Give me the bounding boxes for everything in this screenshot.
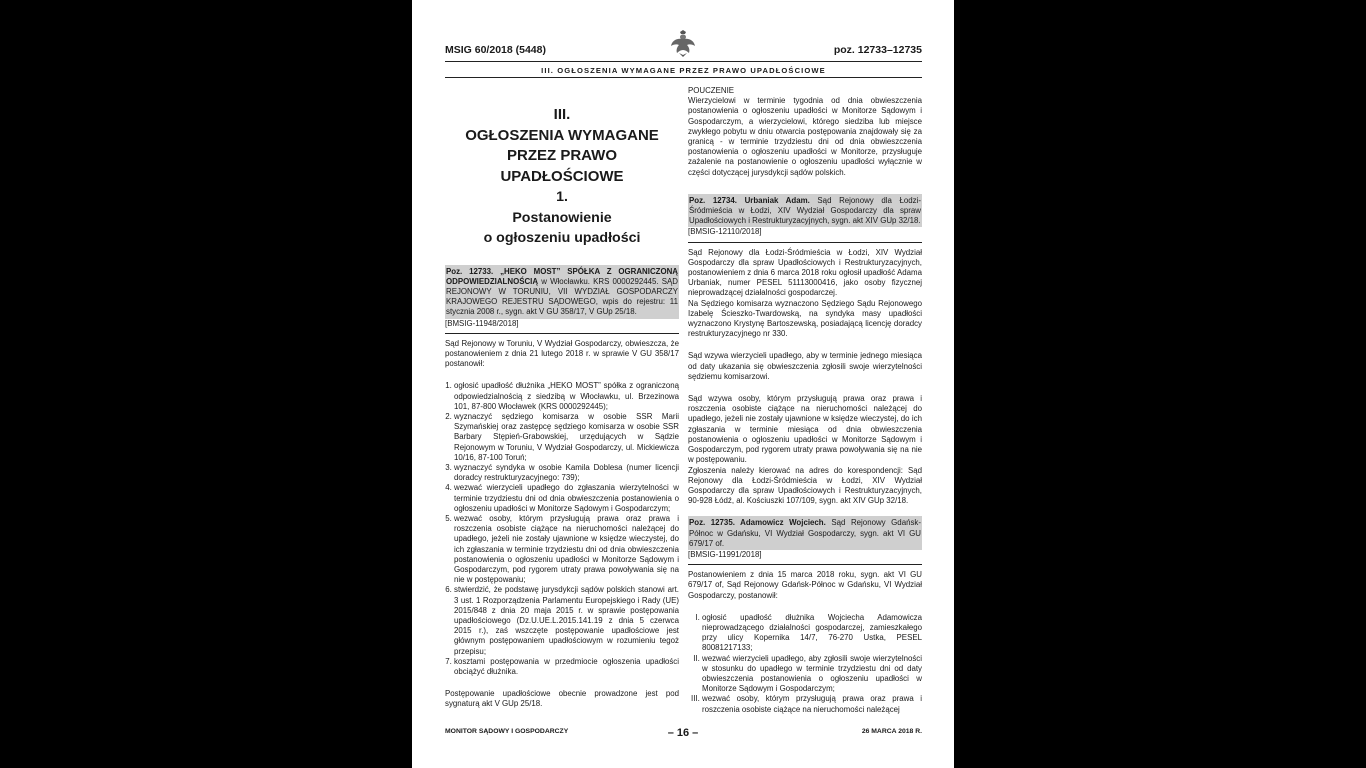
list-item: 5. wezwać osoby, którym przysługują prawa oraz prawa i roszczenia osobiste ciążące na nieruchomości należącej do upadłego, jeżeli nie zostały ujawnione w księdze wieczystej, do ich zgłaszania w terminie trzydziestu dni od dnia obwieszczenia postanowienia o ogłoszeniu upadłości w Monitorze Sądowym i Gospodarczym, pod rygorem utraty prawa powoływania się na nie w postępowaniu; [454,514,679,585]
section-title-line: PRZEZ PRAWO [506,147,617,164]
entry-12733-intro: Sąd Rejonowy w Toruniu, V Wydział Gospodarczy, obwieszcza, że postanowieniem z dnia 21 lutego 2018 r. w sprawie V GU 358/17 postanowił: [445,338,679,369]
list-item: II. wezwać wierzycieli upadłego, aby zgłosili swoje wierzytelności w stosunku do upadłego w terminie trzydziestu dni od daty obwieszczenia postanowienia o ogłoszeniu upadłości w Monitorze Sądowym i Gospodarczym; [702,654,922,695]
subsection-title-line: Postanowienie [512,209,612,226]
pouczenie-label: POUCZENIE [688,86,735,95]
entry-12735-intro: Postanowieniem z dnia 15 marca 2018 roku, sygn. akt VI GU 679/17 of, Sąd Rejonowy Gdańsk-Północ w Gdańsku, VI Wydział Gospodarczy, postanowił: [688,570,922,600]
entry-divider [688,564,922,565]
entry-12734-paragraph: Sąd wzywa osoby, którym przysługują prawa oraz prawa i roszczenia osobiste ciążące na nieruchomości należącej do upadłego, jeżeli nie zostały ujawnione w księdze wieczystej, do ich zgłaszania w terminie miesiąca od dnia obwieszczenia postanowienia o ogłoszeniu upadłości w Monitorze Sądowym i Gospodarczym, pod rygorem utraty prawa powoływania się na nie w postępowaniu. [688,394,922,465]
subsection-number: 1. [556,189,568,205]
section-title-line: UPADŁOŚCIOWE [500,167,624,185]
entry-12733-details: w Włocławku. KRS 0000292445. SĄD REJONOWY W TORUNIU, VII WYDZIAŁ GOSPODARCZY KRAJOWEGO REJESTRU SĄDOWEGO, wpis do rejestru: 11 stycznia 2008 r., sygn. akt V GU 358/17, V GUp 25/18. [446,276,678,317]
entry-12735-header [688,516,922,550]
list-item: 6. stwierdzić, że podstawę jurysdykcji sądów polskich stanowi art. 3 ust. 1 Rozporządzenia Parlamentu Europejskiego i Rady (UE) 2015/848 z dnia 20 maja 2015 r. w sprawie postępowania upadłościowego (Dz.U.UE.L.2015.141.19 z dnia 5 czerwca 2015 r.), zaś wszczęte postępowanie upadłościowe jest głównym postępowaniem upadłościowym w rozumieniu tegoż przepisu; [454,585,679,656]
list-item: III. wezwać osoby, którym przysługują prawa oraz prawa i roszczenia osobiste ciążące na nieruchomości należącej [702,694,922,714]
entry-12734-paragraph: Zgłoszenia należy kierować na adres do korespondencji: Sąd Rejonowy dla Łodzi-Śródmieścia w Łodzi, XIV Wydział Gospodarczy dla spraw Upadłościowych i Restrukturyzacyjnych, 90-928 Łódź, al. Kościuszki 107/109, sygn. akt XIV GUp 32/18. [688,465,922,506]
position-range: poz. 12733–12735 [833,44,922,56]
entry-12734-paragraph: Sąd Rejonowy dla Łodzi-Śródmieścia w Łodzi, XIV Wydział Gospodarczy dla spraw Upadłościowych i Restrukturyzacyjnych, postanowieniem z dnia 6 marca 2018 roku ogłosił upadłość Adama Urbaniak, numer PESEL 51113000416, jako osoby fizycznej nieprowadzącej działalności gospodarczej. [688,247,922,298]
entry-12733-header [445,265,679,319]
entry-12733-closing: Postępowanie upadłościowe obecnie prowadzone jest pod sygnaturą akt V GUp 25/18. [445,689,679,709]
entry-12735-details: Sąd Rejonowy Gdańsk-Północ w Gdańsku, VI Wydział Gospodarczy, sygn. akt VI GU 679/17 of. [689,518,921,548]
header-rule-bottom [445,77,922,78]
list-item: 4. wezwać wierzycieli upadłego do zgłaszania wierzytelności w terminie trzydziestu dni od dnia obwieszczenia postanowienia o ogłoszeniu upadłości w Monitorze Sądowym i Gospodarczym; [454,483,679,514]
entry-12734-paragraph: Sąd wzywa wierzycieli upadłego, aby w terminie jednego miesiąca od daty ukazania się obwieszczenia zgłosili swoje wierzytelności sędziemu komisarzowi. [688,351,922,381]
list-item: 3. wyznaczyć syndyka w osobie Kamila Doblesa (numer licencji doradcy restrukturyzacyjnego: 739); [454,463,679,483]
list-item: 2. wyznaczyć sędziego komisarza w osobie SSR Marii Szymańskiej oraz zastępcę sędziego komisarza w osobie SSR Barbary Stępień-Grabowskiej, urzędujących w Sądzie Rejonowym w Toruniu, V Wydział Gospodarczy, ul. Mickiewicza 10/16, 87-100 Toruń; [454,412,679,463]
entry-12734-header [688,194,922,228]
pouczenie-text: Wierzycielowi w terminie tygodnia od dnia obwieszczenia postanowienia o ogłoszeniu upadłości w Monitorze Sądowym i Gospodarczym, a wierzycielowi, którego siedziba lub miejsce zwykłego pobytu w dniu otwarcia postępowania znajdowały się za granicą - w terminie trzydziestu dni od dnia obwieszczenia postanowienia o ogłoszeniu upadłości w Monitorze, przysługuje zażalenie na postanowienie o ogłoszeniu upadłości wyłącznie w części dotyczącej jurysdykcji sądów polskich. [688,96,922,177]
entry-divider [445,333,679,334]
entry-12735-title: Poz. 12735. Adamowicz Wojciech. [689,518,826,528]
list-item: 7. kosztami postępowania w przedmiocie ogłoszenia upadłości obciążyć dłużnika. [454,657,679,677]
entry-12734-details: Sąd Rejonowy dla Łodzi-Śródmieścia w Łodzi, XIV Wydział Gospodarczy dla spraw Upadłościowych i Restrukturyzacyjnych, sygn. akt XIV GUp 32/18. [689,195,921,226]
list-item: 1. ogłosić upadłość dłużnika „HEKO MOST” spółka z ograniczoną odpowiedzialnością z siedzibą w Włocławku, ul. Brzezinowa 101, 87-800 Włocławek (KRS 0000292445); [454,381,679,412]
header-rule-top [445,61,922,62]
left-column [445,82,679,710]
footer-journal-name: MONITOR SĄDOWY I GOSPODARCZY [445,728,569,735]
page-number: – 16 – [667,727,699,739]
section-title [445,105,679,187]
entry-12734-ref: [BMSIG-12110/2018] [688,227,762,237]
subsection-title-line: o ogłoszeniu upadłości [483,230,641,246]
section-title-line: OGŁOSZENIA WYMAGANE [465,126,659,144]
subsection-title [445,187,679,249]
footer-date: 26 MARCA 2018 R. [861,728,922,735]
entry-12733-ref: [BMSIG-11948/2018] [445,318,519,328]
entry-12734-title: Poz. 12734. Urbaniak Adam. [689,195,810,205]
journal-issue: MSIG 60/2018 (5448) [445,44,546,56]
entry-12733-title: Poz. 12733. „HEKO MOST” SPÓŁKA Z OGRANICZONĄ ODPOWIEDZIALNOŚCIĄ [446,266,678,286]
document-page [412,0,954,768]
entry-12735-list [688,613,922,715]
section-number: III. [553,106,571,123]
list-item: I. ogłosić upadłość dłużnika Wojciecha Adamowicza nieprowadzącego działalności gospodarczej, zamieszkałego przy ulicy Kopernika 14/7, 76-270 Ustka, PESEL 80081217133; [702,613,922,654]
entry-12735-ref: [BMSIG-11991/2018] [688,549,762,559]
eagle-emblem-icon [670,29,696,59]
entry-12734-paragraph: Na Sędziego komisarza wyznaczono Sędziego Sądu Rejonowego Izabelę Ścieszko-Twardowską, na syndyka masy upadłości wyznaczono Krystynę Bartoszewską, posiadającą licencję doradcy restrukturyzacyjnego nr 330. [688,298,922,339]
section-bar: III. OGŁOSZENIA WYMAGANE PRZEZ PRAWO UPADŁOŚCIOWE [541,66,826,75]
entry-divider [688,242,922,243]
right-column [688,86,922,715]
entry-12733-list [445,381,679,677]
